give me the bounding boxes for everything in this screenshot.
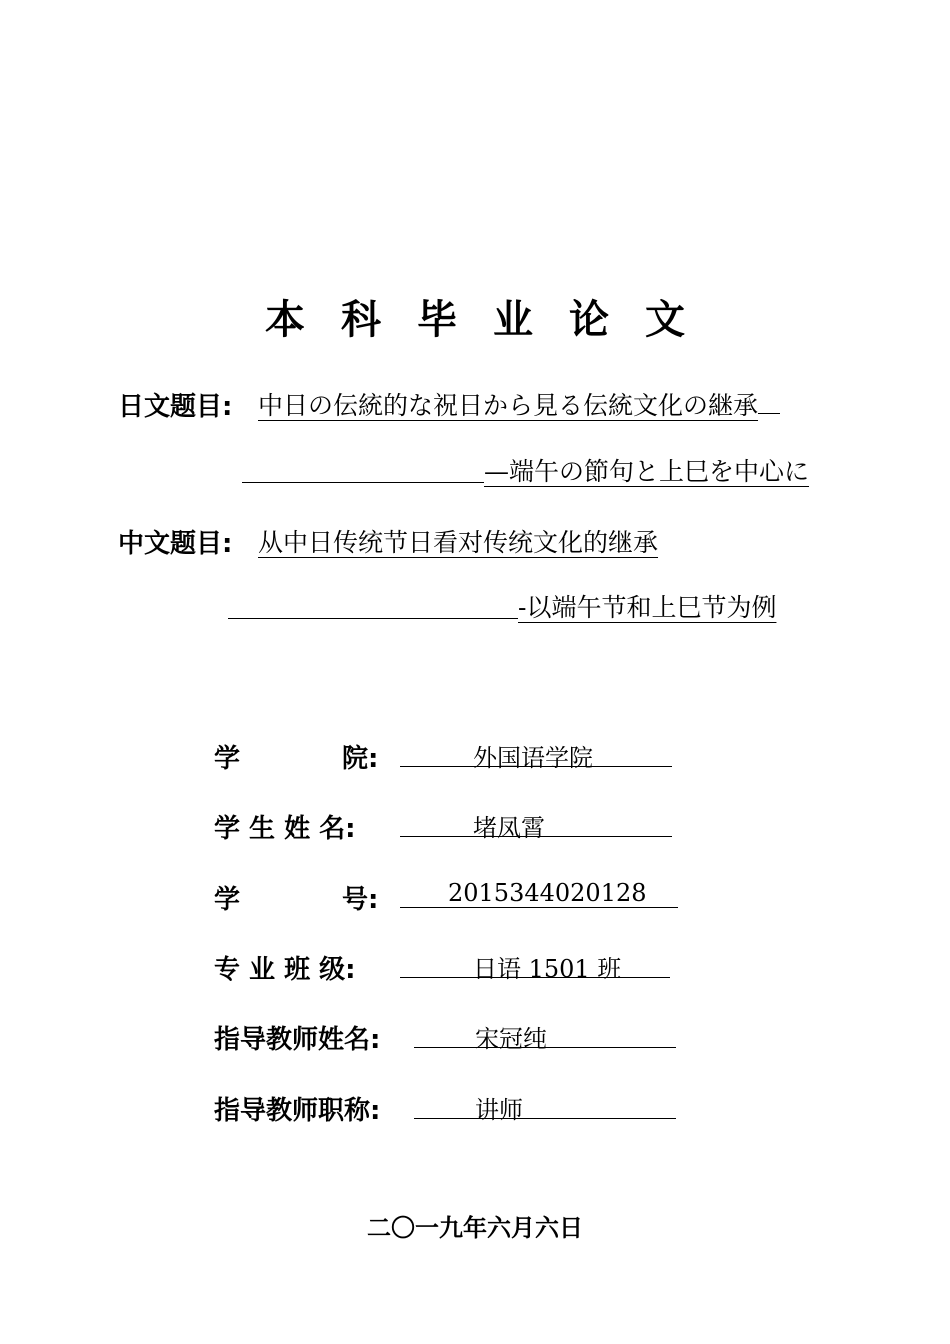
student-id-value: 2015344020128 (448, 879, 647, 907)
advisor-name-label: 指导教师姓名: (214, 1025, 381, 1055)
advisor-title-underline (414, 1118, 676, 1119)
student-id-label-a: 学 (214, 885, 241, 915)
jp-title-line1: 中日の伝統的な祝日から見る伝統文化の継承 (258, 391, 759, 420)
jp-title-line2-underline-lead (242, 482, 484, 483)
class-value: 日语 1501 班 (473, 955, 622, 983)
submission-date: 二〇一九年六月六日 (367, 1214, 583, 1242)
student-name-value: 堵凤霄 (473, 814, 545, 842)
college-label-b: 院: (342, 744, 379, 774)
jp-title-label: 日文题目: (118, 392, 233, 422)
jp-title-line2: —端午の節句と上巳を中心に (484, 457, 810, 486)
student-id-underline (400, 907, 678, 908)
student-name-label: 学 生 姓 名: (214, 814, 356, 844)
advisor-title-label: 指导教师职称: (214, 1096, 381, 1126)
class-label: 专 业 班 级: (214, 955, 356, 985)
college-label-a: 学 (214, 744, 241, 774)
college-value: 外国语学院 (473, 744, 593, 772)
advisor-title-value: 讲师 (475, 1096, 523, 1124)
jp-title-line1-underline-tail (758, 413, 780, 414)
document-title: 本科毕业论文 (265, 297, 721, 343)
cn-title-line2: -以端午节和上巳节为例 (518, 593, 777, 622)
student-id-label-b: 号: (342, 885, 379, 915)
cn-title-line2-underline-lead (228, 618, 518, 619)
cn-title-label: 中文题目: (118, 529, 233, 559)
cn-title-line1: 从中日传统节日看对传统文化的继承 (258, 528, 659, 557)
advisor-name-value: 宋冠纯 (475, 1025, 547, 1053)
